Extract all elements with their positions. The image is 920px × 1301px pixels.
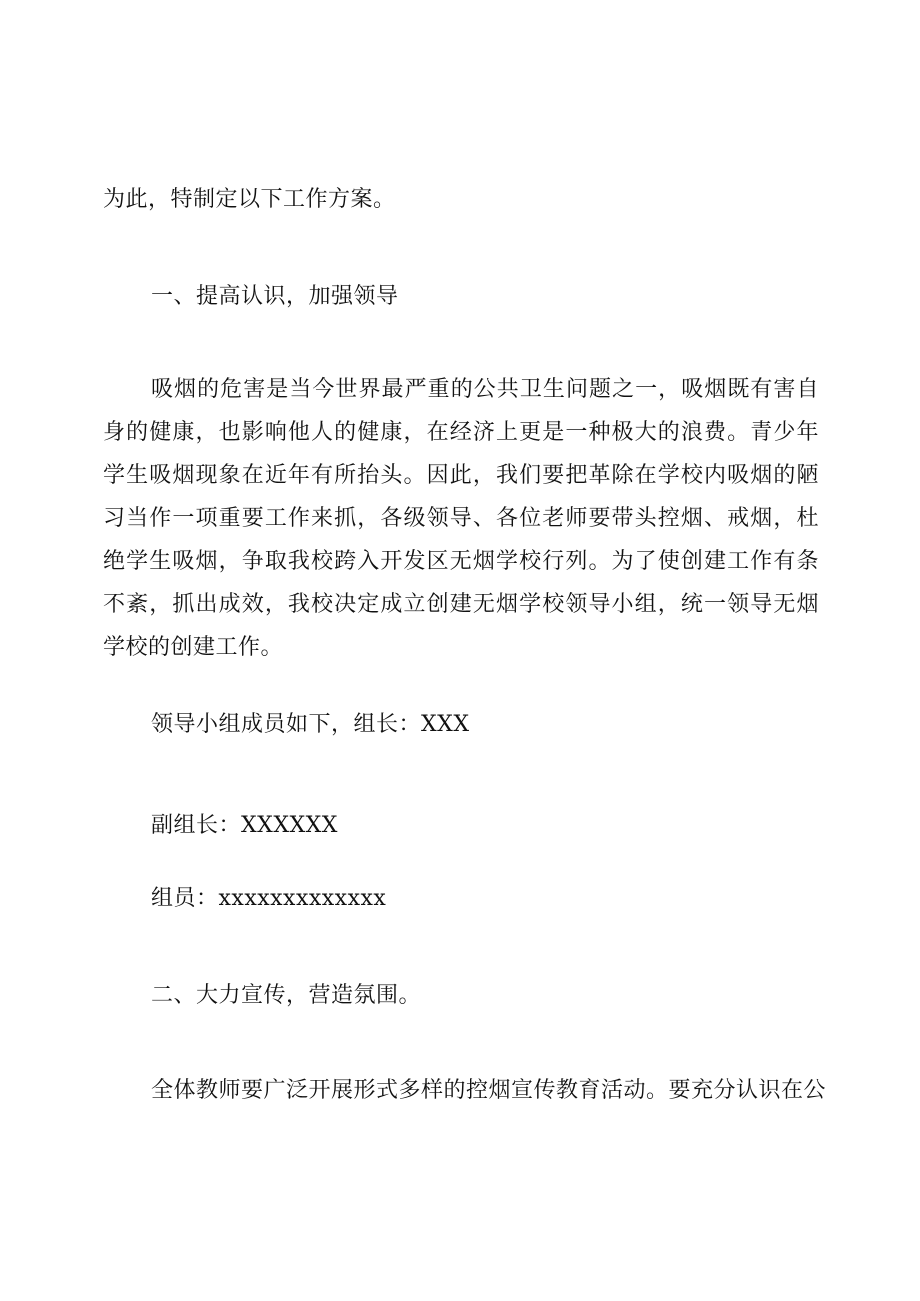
section-2-paragraph-start: 全体教师要广泛开展形式多样的控烟宣传教育活动。要充分认识在公 [151,1078,827,1103]
section-1-paragraph: 吸烟的危害是当今世界最严重的公共卫生问题之一，吸烟既有害自身的健康，也影响他人的健康，在经济上更是一种极大的浪费。青少年学生吸烟现象在近年有所抬头。因此，我们要把革除在学校内吸烟的陋习当作一项重要工作来抓，各级领导、各位老师要带头控烟、戒烟，杜绝学生吸烟，争取我校跨入开发区无烟学校行列。为了使创建工作有条不紊，抓出成效，我校决定成立创建无烟学校领导小组，统一领导无烟学校的创建工作。 [103,377,819,660]
leader-line: 领导小组成员如下，组长：XXX [151,712,470,737]
section-2-heading: 二、大力宣传，营造氛围。 [151,983,422,1008]
members-line: 组员：xxxxxxxxxxxxx [151,886,387,911]
intro-line: 为此，特制定以下工作方案。 [103,187,396,212]
section-1-heading: 一、提高认识，加强领导 [151,284,399,309]
deputy-leader-line: 副组长：XXXXXX [151,813,338,838]
